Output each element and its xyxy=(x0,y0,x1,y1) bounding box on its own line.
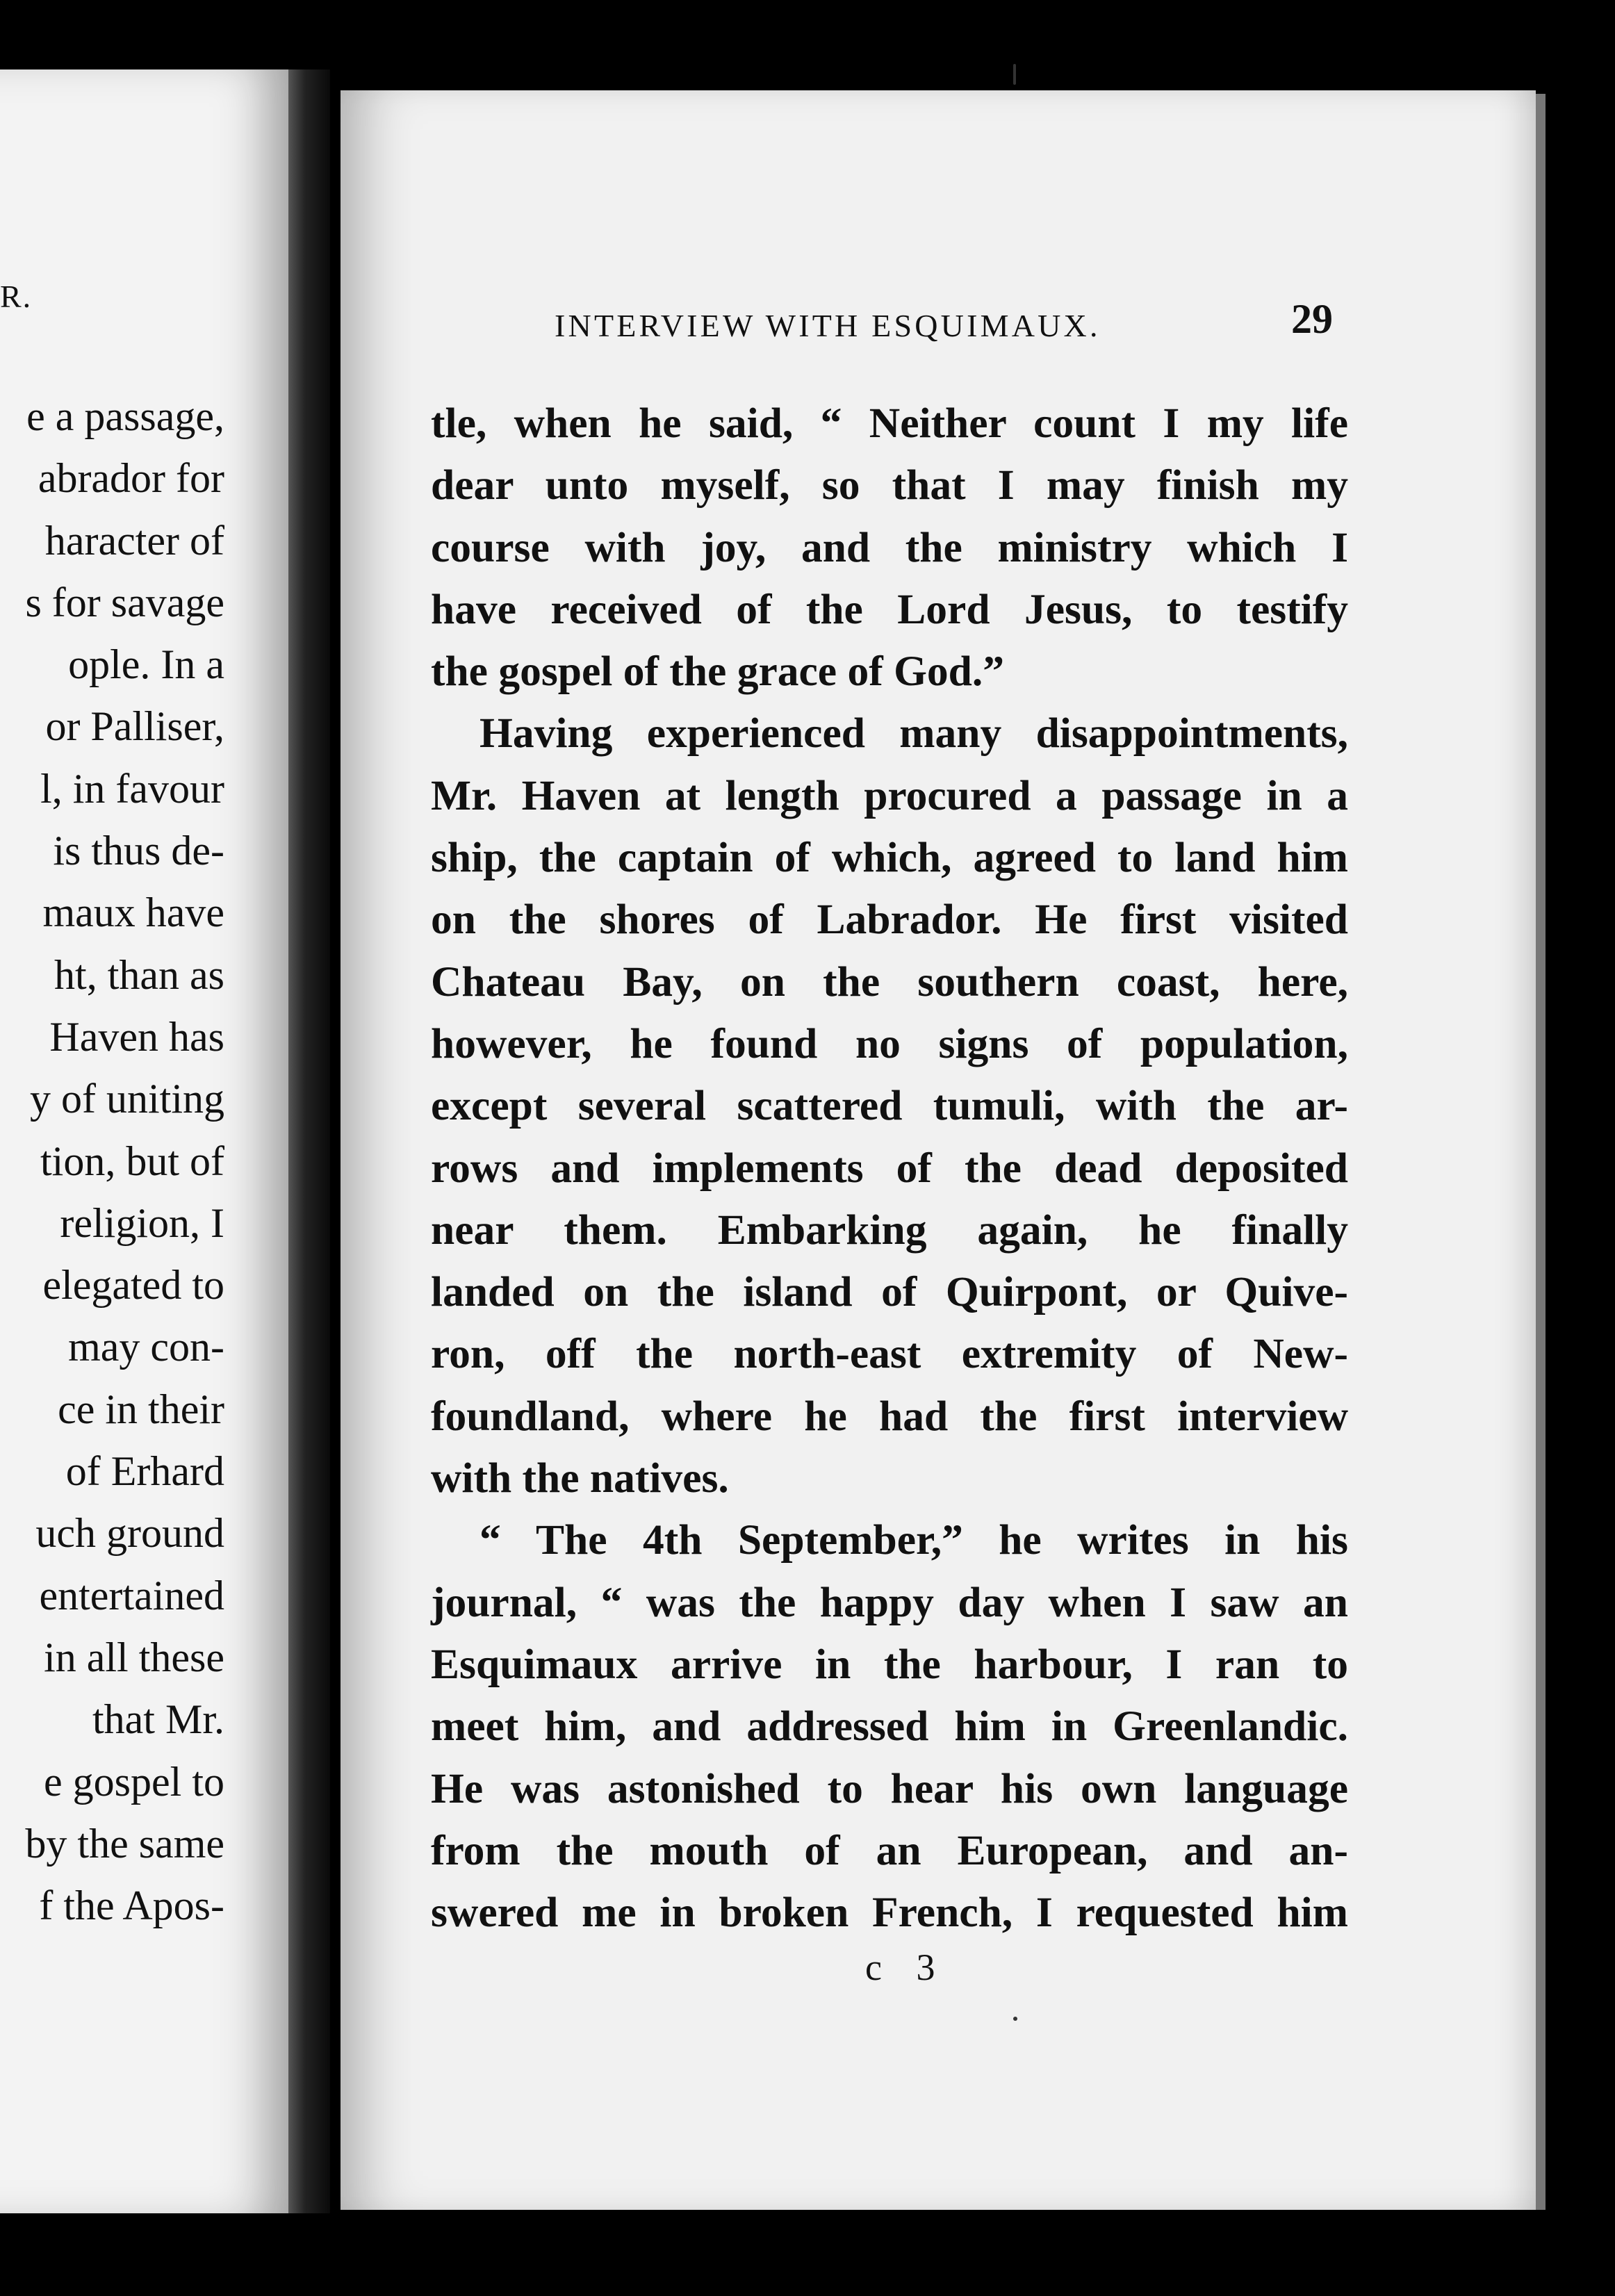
left-line: entertained xyxy=(39,1572,224,1618)
text-line: journal, “ was the happy day when I saw an xyxy=(431,1578,1348,1626)
page-number: 29 xyxy=(1291,296,1333,342)
left-line: of Erhard xyxy=(65,1448,224,1495)
left-line: is thus de- xyxy=(53,828,224,874)
ink-speck xyxy=(1013,2017,1017,2021)
text-line: rows and implements of the dead deposited xyxy=(431,1144,1348,1192)
text-line: the gospel of the grace of God.” xyxy=(431,648,1004,696)
text-line: He was astonished to hear his own language xyxy=(431,1764,1348,1812)
text-line: foundland, where he had the first interview xyxy=(431,1392,1348,1440)
left-line: in all these xyxy=(44,1634,224,1680)
left-line: by the same xyxy=(25,1820,224,1867)
left-line: abrador for xyxy=(38,455,224,502)
left-line: y of uniting xyxy=(30,1076,224,1122)
left-line: l, in favour xyxy=(40,765,224,812)
text-line: course with joy, and the ministry which I xyxy=(431,523,1348,571)
text-line: have received of the Lord Jesus, to testify xyxy=(431,585,1348,633)
text-line: swered me in broken French, I requested him xyxy=(431,1889,1348,1937)
running-head: INTERVIEW WITH ESQUIMAUX. xyxy=(555,308,1101,343)
left-line: elegated to xyxy=(42,1262,224,1309)
text-line: from the mouth of an European, and an- xyxy=(431,1826,1348,1874)
text-line: “ The 4th September,” he writes in his xyxy=(479,1516,1348,1564)
text-line: except several scattered tumuli, with the ar- xyxy=(431,1082,1348,1130)
text-line: Having experienced many disappointments, xyxy=(479,710,1348,757)
text-line: Mr. Haven at length procured a passage in a xyxy=(431,771,1348,819)
text-line: dear unto myself, so that I may finish my xyxy=(431,461,1348,509)
left-line: e gospel to xyxy=(44,1758,224,1805)
left-line: f the Apos- xyxy=(39,1883,224,1929)
left-line: tion, but of xyxy=(40,1138,224,1184)
left-line: ht, than as xyxy=(54,951,224,998)
left-line: e a passage, xyxy=(26,393,224,439)
text-line: however, he found no signs of population, xyxy=(431,1019,1348,1067)
left-line: religion, I xyxy=(60,1199,224,1246)
left-line: haracter of xyxy=(44,517,224,564)
left-line: uch ground xyxy=(35,1510,224,1557)
text-line: Chateau Bay, on the southern coast, here, xyxy=(431,958,1348,1006)
left-line: or Palliser, xyxy=(45,703,224,750)
text-line: ship, the captain of which, agreed to land him xyxy=(431,834,1348,882)
text-line: with the natives. xyxy=(431,1454,729,1502)
text-line: meet him, and addressed him in Greenlandic. xyxy=(431,1703,1348,1750)
left-line: may con- xyxy=(68,1324,224,1370)
left-page-text xyxy=(0,386,224,1937)
left-line: maux have xyxy=(42,889,224,936)
page-edge xyxy=(1536,94,1546,2210)
right-page-text xyxy=(431,393,1348,1944)
text-line: landed on the island of Quirpont, or Quive- xyxy=(431,1268,1348,1316)
text-line: near them. Embarking again, he finally xyxy=(431,1206,1348,1254)
left-line: Haven has xyxy=(49,1013,224,1060)
left-line: ce in their xyxy=(58,1386,224,1432)
paper-tear-mark xyxy=(1013,64,1016,85)
text-line: ron, off the north-east extremity of New- xyxy=(431,1330,1348,1378)
left-running-head-fragment: R. xyxy=(0,279,33,314)
left-page xyxy=(0,69,288,2213)
text-line: Esquimaux arrive in the harbour, I ran to xyxy=(431,1640,1348,1688)
left-line: ople. In a xyxy=(68,641,224,688)
text-line: tle, when he said, “ Neither count I my life xyxy=(431,400,1348,447)
left-line: that Mr. xyxy=(92,1696,224,1743)
signature-mark: c 3 xyxy=(865,1946,948,1988)
left-line: s for savage xyxy=(25,579,224,625)
text-line: on the shores of Labrador. He first visited xyxy=(431,896,1348,944)
book-gutter xyxy=(288,69,330,2213)
